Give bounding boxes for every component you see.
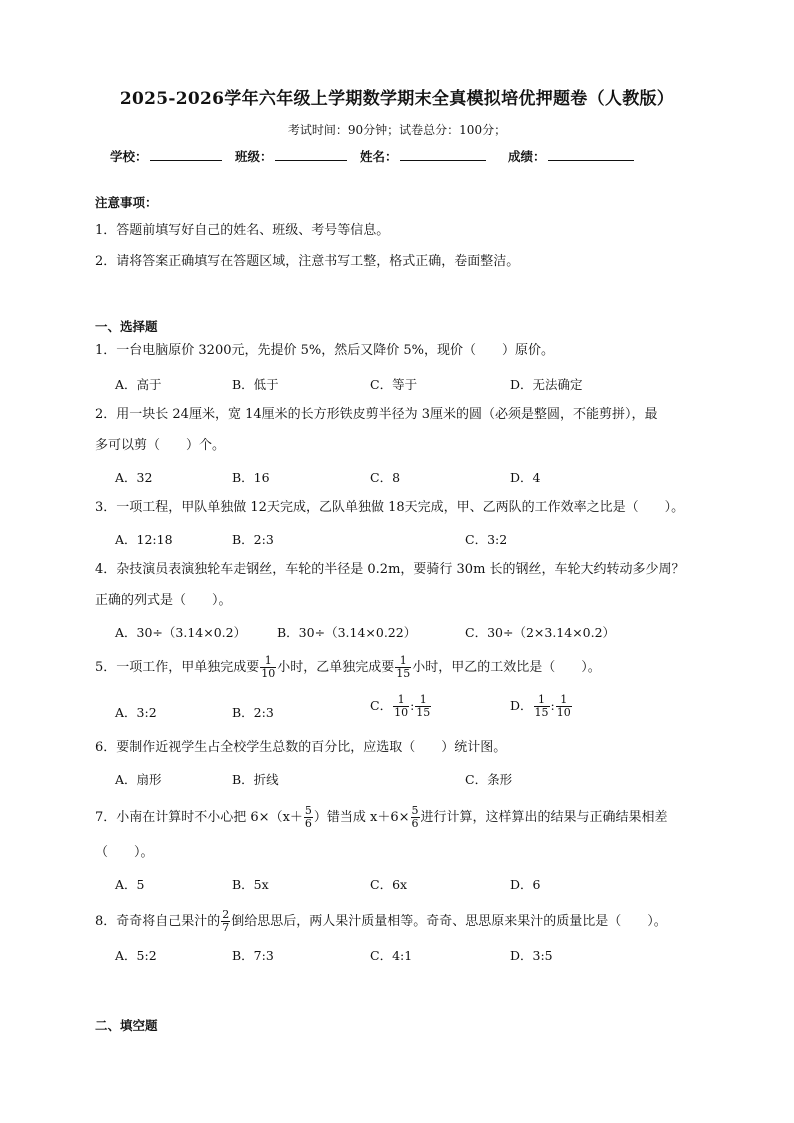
q5-text-1: 5．一项工作，甲单独完成要: [95, 660, 260, 675]
option-a[interactable]: A．5: [115, 877, 145, 892]
option-a[interactable]: A．扇形: [115, 772, 162, 787]
score-blank[interactable]: [548, 148, 634, 161]
option-b[interactable]: B．5x: [232, 877, 269, 892]
question-7-line1: [95, 805, 668, 830]
option-a[interactable]: A．高于: [115, 377, 162, 392]
question-5: [95, 655, 601, 680]
class-blank[interactable]: [275, 148, 347, 161]
question-1: 1．一台电脑原价 3200元，先提价 5%，然后又降价 5%，现价（ ）原价。: [95, 343, 554, 358]
note-item: 2．请将答案正确填写在答题区域，注意书写工整，格式正确，卷面整洁。: [95, 254, 520, 269]
option-a[interactable]: A．30÷（3.14×0.2）: [115, 625, 247, 640]
question-6: 6．要制作近视学生占全校学生总数的百分比，应选取（ ）统计图。: [95, 740, 507, 755]
option-a[interactable]: A．12:18: [115, 532, 173, 547]
option-c[interactable]: C．3:2: [465, 532, 508, 547]
score-label: 成绩：: [508, 149, 546, 164]
section-title-choice: 一、选择题: [95, 319, 158, 334]
option-d[interactable]: D．6: [510, 877, 541, 892]
question-7-line2: （ ）。: [95, 845, 154, 860]
exam-title: 2025-2026学年六年级上学期数学期末全真模拟培优押题卷（人教版）: [119, 89, 675, 109]
option-d[interactable]: D．4: [510, 470, 541, 485]
q8-text-1: 8．奇奇将自己果汁的: [95, 914, 221, 929]
school-label: 学校：: [110, 149, 148, 164]
name-blank[interactable]: [400, 148, 486, 161]
school-field: [110, 147, 222, 165]
option-c[interactable]: C． $\frac{1}{10}$ : $\frac{1}{15}$: [370, 693, 431, 719]
option-c[interactable]: C．6x: [370, 877, 408, 892]
q8-text-2: 倒给思思后，两人果汁质量相等。奇奇、思思原来果汁的质量比是（ ）。: [231, 914, 667, 929]
option-b[interactable]: B．7:3: [232, 948, 274, 963]
option-c[interactable]: C．8: [370, 470, 401, 485]
option-a[interactable]: A．5:2: [115, 948, 157, 963]
question-8: [95, 909, 667, 934]
fraction: $\frac{5}{6}$: [304, 804, 312, 830]
option-b[interactable]: B．30÷（3.14×0.22）: [277, 625, 417, 640]
name-field: [360, 147, 486, 165]
question-3: 3．一项工程，甲队单独做 12天完成，乙队单独做 18天完成，甲、乙两队的工作效率之比是（ ）。: [95, 500, 685, 515]
option-d[interactable]: D．无法确定: [510, 377, 583, 392]
question-2-line1: 2．用一块长 24厘米，宽 14厘米的长方形铁皮剪半径为 3厘米的圆（必须是整圆，不能剪拼），最: [95, 407, 658, 422]
fraction: $\frac{1}{15}$: [396, 654, 411, 680]
section-title-fill-blank: 二、填空题: [95, 1018, 158, 1033]
option-b[interactable]: B．2:3: [232, 532, 274, 547]
question-4-line1: 4．杂技演员表演独轮车走钢丝，车轮的半径是 0.2m，要骑行 30m 长的钢丝，车轮大约转动多少周？: [95, 562, 685, 577]
option-d[interactable]: D． $\frac{1}{15}$ : $\frac{1}{10}$: [510, 693, 571, 719]
option-b[interactable]: B．16: [232, 470, 270, 485]
notes-heading: 注意事项：: [95, 195, 158, 210]
option-d[interactable]: D．3:5: [510, 948, 553, 963]
option-c[interactable]: C．4:1: [370, 948, 413, 963]
option-a[interactable]: A．32: [115, 470, 153, 485]
fraction: $\frac{5}{6}$: [411, 804, 419, 830]
option-c[interactable]: C．条形: [465, 772, 513, 787]
note-item: 1．答题前填写好自己的姓名、班级、考号等信息。: [95, 223, 390, 238]
question-2-line2: 多可以剪（ ）个。: [95, 438, 226, 453]
option-a[interactable]: A．3:2: [115, 705, 157, 720]
option-b[interactable]: B．2:3: [232, 705, 274, 720]
question-4-line2: 正确的列式是（ ）。: [95, 593, 232, 608]
q7-text-3: 进行计算，这样算出的结果与正确结果相差: [420, 810, 668, 825]
option-c[interactable]: C．30÷（2×3.14×0.2）: [465, 625, 616, 640]
school-blank[interactable]: [150, 148, 222, 161]
fraction: $\frac{1}{10}$: [261, 654, 276, 680]
name-label: 姓名：: [360, 149, 398, 164]
option-b[interactable]: B．折线: [232, 772, 279, 787]
option-c[interactable]: C．等于: [370, 377, 418, 392]
q7-text-2: ）错当成 x＋6×: [313, 810, 410, 825]
class-label: 班级：: [235, 149, 273, 164]
score-field: [508, 147, 634, 165]
option-b[interactable]: B．低于: [232, 377, 279, 392]
q5-text-2: 小时，乙单独完成要: [277, 660, 395, 675]
q7-text-1: 7．小南在计算时不小心把 6×（x＋: [95, 810, 303, 825]
fraction: $\frac{2}{7}$: [222, 908, 230, 934]
exam-subtitle: 考试时间：90分钟；试卷总分：100分；: [287, 123, 507, 137]
class-field: [235, 147, 347, 165]
q5-text-3: 小时，甲乙的工效比是（ ）。: [412, 660, 601, 675]
